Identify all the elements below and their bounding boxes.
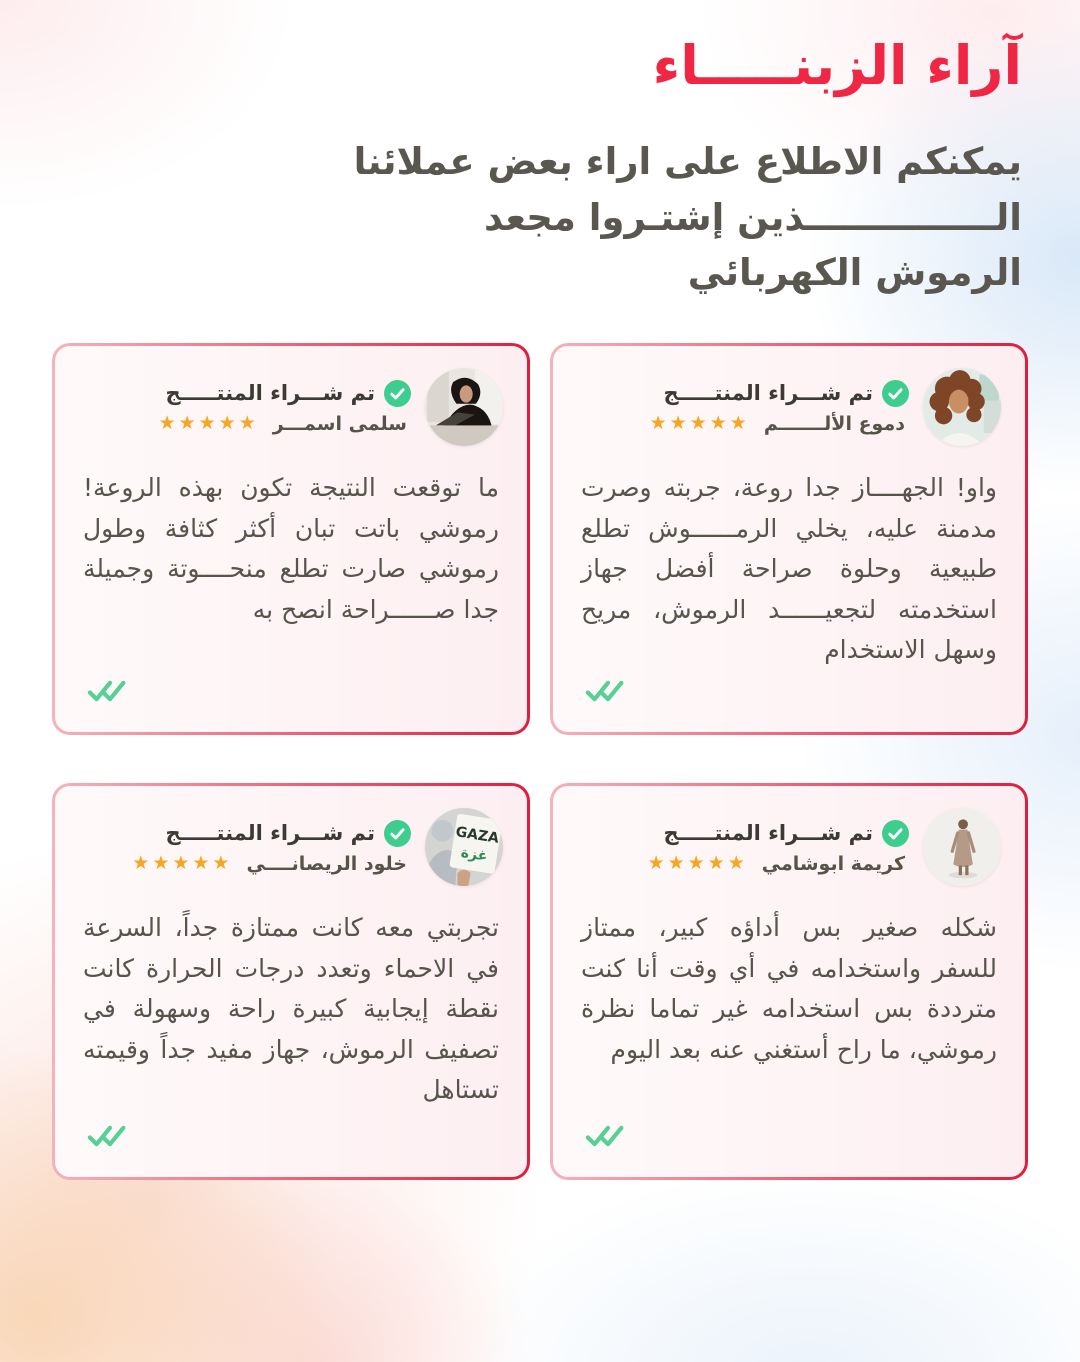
avatar-woman-beige-dress — [923, 808, 1001, 886]
double-check-icon — [585, 679, 629, 704]
double-check-icon — [585, 1124, 629, 1149]
purchase-verified-label: تم شـــراء المنتـــــج — [165, 821, 375, 845]
review-card — [52, 783, 530, 1180]
review-card-header — [577, 368, 1001, 446]
double-check-icon — [87, 1124, 131, 1149]
purchase-verified-label: تم شـــراء المنتـــــج — [663, 821, 873, 845]
review-card — [550, 343, 1028, 735]
avatar-person-holding-gaza-sign — [425, 808, 503, 886]
verified-check-icon — [384, 380, 411, 407]
page-subtitle-line2: الرموش الكهربائي — [687, 251, 1022, 294]
reviews-grid — [52, 343, 1028, 1180]
review-card-header — [79, 368, 503, 446]
reviewer-name: دموع الألـــــــم — [763, 412, 905, 435]
verified-check-icon — [882, 380, 909, 407]
avatar-sign-text-latin: GAZA — [454, 824, 500, 847]
review-text: واو! الجهــــاز جدا روعة، جربته وصرت مدمنة عليه، يخلي الرمــــــوش تطلع طبيعية وحلوة صراحة أفضل جهاز استخدمته لتجعيــــــد الرموش، مريح وسهل الاستخدام — [581, 473, 997, 664]
reviewer-name: خلود الريصانــــي — [246, 852, 407, 875]
purchase-verified-label: تم شـــراء المنتـــــج — [663, 381, 873, 405]
review-text: شكله صغير بس أداؤه كبير، ممتاز للسفر واستخدامه في أي وقت أنا كنت مترددة بس استخدامه غير تماما نظرة رموشي، ما راح أستغني عنه بعد اليوم — [581, 913, 997, 1064]
review-card-header — [577, 808, 1001, 886]
avatar-woman-curly-hair — [923, 368, 1001, 446]
star-rating: ★★★★★ — [647, 852, 748, 874]
verified-check-icon — [384, 820, 411, 847]
review-card — [52, 343, 530, 735]
review-text: تجربتي معه كانت ممتازة جداً، السرعة في الاحماء وتعدد درجات الحرارة كانت نقطة إيجابية كبيرة راحة وسهولة في تصفيف الرموش، جهاز مفيد جداً وقيمته تستاهل — [83, 913, 499, 1104]
avatar-sign-text-arabic: غزة — [459, 844, 489, 865]
reviewer-name: كريمة ابوشامي — [761, 852, 905, 875]
star-rating: ★★★★★ — [158, 412, 259, 434]
page-subtitle — [58, 134, 1022, 301]
page-title: آراء الزبنـــــاء — [652, 34, 1022, 97]
review-text: ما توقعت النتيجة تكون بهذه الروعة! رموشي باتت تبان أكثر كثافة وطول رموشي صارت تطلع منحــــوتة وجميلة جدا صــــــراحة انصح به — [83, 473, 499, 624]
review-card-header — [79, 808, 503, 886]
verified-check-icon — [882, 820, 909, 847]
star-rating: ★★★★★ — [649, 412, 750, 434]
avatar-woman-hijab-at-desk — [425, 368, 503, 446]
page-subtitle-line1: يمكنكم الاطلاع على اراء بعض عملائنا الـــــــــــــــذين إشتـروا مجعد — [353, 140, 1022, 239]
star-rating: ★★★★★ — [132, 852, 233, 874]
double-check-icon — [87, 679, 131, 704]
purchase-verified-label: تم شـــراء المنتـــــج — [165, 381, 375, 405]
reviewer-name: سلمى اسمـــر — [272, 412, 407, 435]
review-card — [550, 783, 1028, 1180]
